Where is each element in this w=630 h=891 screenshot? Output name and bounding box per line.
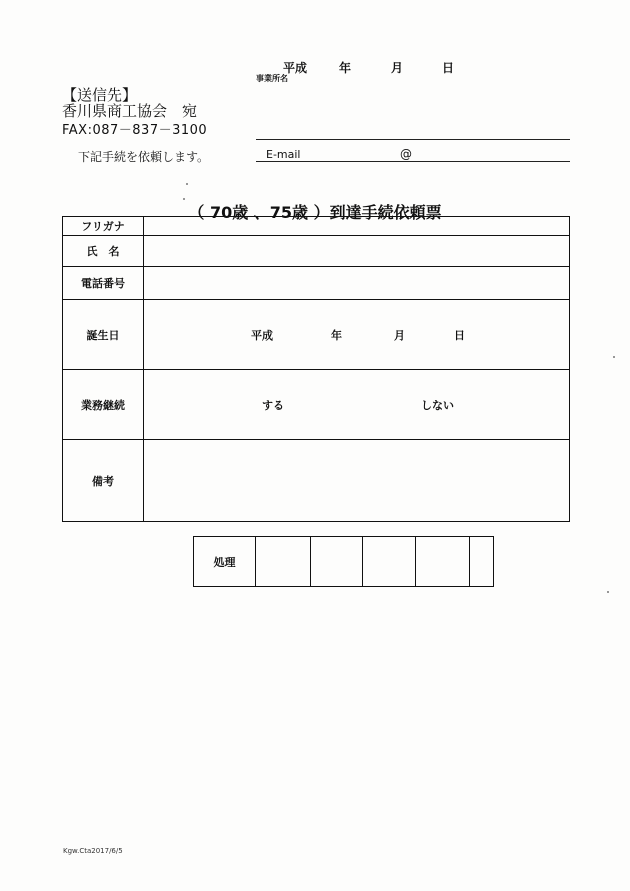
email-at-sign: @ xyxy=(400,147,412,161)
header-day-unit: 日 xyxy=(442,61,455,75)
phone-label: 電話番号 xyxy=(63,267,144,300)
name-field[interactable] xyxy=(144,236,570,267)
birthday-month-unit: 月 xyxy=(394,329,405,342)
processing-label: 処理 xyxy=(194,537,256,587)
remarks-row xyxy=(63,440,570,522)
scan-speck xyxy=(613,356,615,358)
processing-box xyxy=(363,537,416,587)
request-text: 下記手続を依頼します。 xyxy=(78,150,210,164)
email-line xyxy=(256,161,570,162)
continuation-field xyxy=(144,370,570,440)
footer-code: Kgw.Cta2017/6/5 xyxy=(63,847,123,855)
scan-speck xyxy=(607,591,609,593)
processing-box xyxy=(256,537,311,587)
scan-speck xyxy=(186,183,188,185)
name-label: 氏 名 xyxy=(63,236,144,267)
recipient-label: 【送信先】 xyxy=(62,86,138,104)
processing-box xyxy=(416,537,470,587)
birthday-label: 誕生日 xyxy=(63,300,144,370)
remarks-field[interactable] xyxy=(144,440,570,522)
phone-row xyxy=(63,267,570,300)
recipient-fax: FAX:087－837－3100 xyxy=(62,123,208,138)
remarks-label: 備考 xyxy=(63,440,144,522)
form-title: （ 70歳 、75歳 ）到達手続依頼票 xyxy=(188,203,442,222)
continuation-row xyxy=(63,370,570,440)
birthday-era: 平成 xyxy=(251,329,273,342)
phone-field[interactable] xyxy=(144,267,570,300)
birthday-row xyxy=(63,300,570,370)
option-no[interactable]: しない xyxy=(421,399,454,412)
birthday-field[interactable] xyxy=(144,300,570,370)
furigana-row xyxy=(63,217,570,236)
name-row xyxy=(63,236,570,267)
birthday-day-unit: 日 xyxy=(454,329,465,342)
header-year-unit: 年 xyxy=(339,61,352,75)
birthday-year-unit: 年 xyxy=(331,329,342,342)
furigana-field[interactable] xyxy=(144,217,570,236)
header-month-unit: 月 xyxy=(391,61,404,75)
office-name-line xyxy=(256,139,570,140)
office-name-label: 事業所名 xyxy=(256,74,288,83)
option-yes[interactable]: する xyxy=(262,399,284,412)
request-form-table xyxy=(62,216,570,522)
furigana-label: フリガナ xyxy=(63,217,144,236)
processing-box xyxy=(311,537,363,587)
processing-box xyxy=(470,537,494,587)
processing-table xyxy=(193,536,494,587)
header-era: 平成 xyxy=(283,61,308,75)
email-label: E-mail xyxy=(266,148,301,161)
continuation-label: 業務継続 xyxy=(63,370,144,440)
recipient-name: 香川県商工協会 宛 xyxy=(62,102,198,120)
